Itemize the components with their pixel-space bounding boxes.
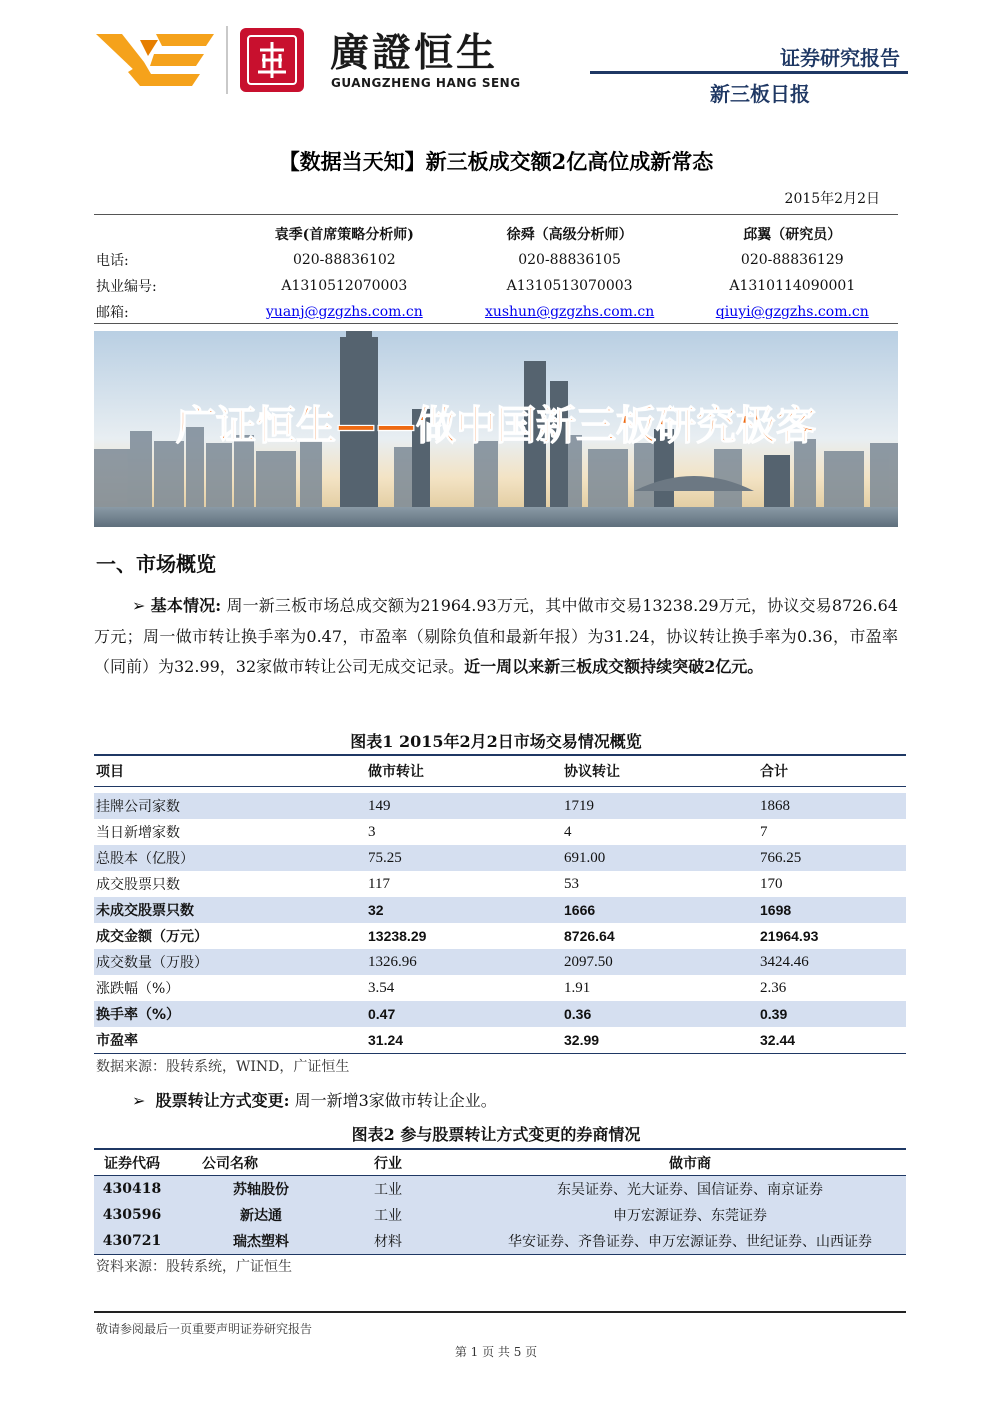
table-header: 项目 xyxy=(94,755,366,787)
table-header: 协议转让 xyxy=(562,755,758,787)
table-row: 成交金额（万元） 13238.29 8726.64 21964.93 xyxy=(96,928,819,945)
analyst-table xyxy=(94,221,898,325)
report-date: 2015年2月2日 xyxy=(784,191,880,207)
analyst-name: 徐舜（高级分析师） xyxy=(506,227,633,243)
table-row: 当日新增家数 3 4 7 xyxy=(96,823,768,841)
table-row: 成交数量（万股） 1326.96 2097.50 3424.46 xyxy=(94,949,906,975)
header-rule xyxy=(590,71,908,74)
table-row: 换手率（%） 0.47 0.36 0.39 xyxy=(94,1001,906,1027)
table-header: 证券代码 xyxy=(94,1149,170,1176)
market-maker-table xyxy=(94,1148,906,1255)
footer-rule xyxy=(94,1311,906,1313)
table-header: 公司名称 xyxy=(170,1149,352,1176)
analyst-name: 邱翼（研究员） xyxy=(743,227,842,243)
footer-disclaimer: 敬请参阅最后一页重要声明证券研究报告 xyxy=(96,1322,313,1336)
table2-caption: 图表2 参与股票转让方式变更的券商情况 xyxy=(351,1125,641,1144)
bullet-arrow-icon: ➢ xyxy=(132,596,146,615)
bullet-label: 股票转让方式变更: xyxy=(155,1091,290,1110)
analyst-name: 袁季(首席策略分析师) xyxy=(274,227,414,243)
table-header: 合计 xyxy=(758,755,906,787)
section-heading: 一、市场概览 xyxy=(96,552,216,576)
table-row: 挂牌公司家数 149 1719 1868 xyxy=(94,793,906,819)
brand-name-en: GUANGZHENG HANG SENG xyxy=(331,76,521,90)
summary-text: 周一新三板市场总成交额为21964.93万元，其中做市交易13238.29万元，协议交易8726.64万元；周一做市转让换手率为0.47，市盈率（剔除负值和最新年报）为31.24，协议转让换手率为0.36，市盈率（同前）为32.99，32家做市转让公司无成交记录。 xyxy=(94,596,898,676)
banner-slogan: 广证恒生——做中国新三板研究极客 xyxy=(176,403,816,449)
table-header: 行业 xyxy=(352,1149,474,1176)
report-title: 【数据当天知】新三板成交额2亿高位成新常态 xyxy=(278,149,714,174)
table-row: 430596 新达通 工业 申万宏源证券、东莞证券 xyxy=(94,1202,906,1228)
table1-source: 数据来源：股转系统，WIND，广证恒生 xyxy=(96,1059,350,1075)
market-overview-table xyxy=(94,754,906,1054)
city-skyline-banner xyxy=(94,331,898,527)
phone-label: 电话: xyxy=(96,253,129,269)
analyst-email-link[interactable]: qiuyi@gzgzhs.com.cn xyxy=(715,304,869,320)
table-header: 做市商 xyxy=(474,1149,906,1176)
summary-label: 基本情况: xyxy=(150,596,222,615)
analyst-license: A1310513070003 xyxy=(506,278,633,294)
table-row: 未成交股票只数 32 1666 1698 xyxy=(94,897,906,923)
seal-logo-icon xyxy=(238,26,306,94)
company-logo-icon xyxy=(96,26,216,94)
bullet-text: 周一新增3家做市转让企业。 xyxy=(294,1091,497,1110)
analyst-phone: 020-88836102 xyxy=(292,252,396,268)
table-row: 市盈率 31.24 32.99 32.44 xyxy=(94,1027,906,1054)
report-type: 证券研究报告 xyxy=(780,46,900,70)
report-subtype: 新三板日报 xyxy=(710,82,810,106)
analyst-email-link[interactable]: yuanj@gzgzhs.com.cn xyxy=(265,304,423,320)
table2-source: 资料来源：股转系统，广证恒生 xyxy=(96,1259,292,1275)
table-row: 430418 苏轴股份 工业 东吴证券、光大证券、国信证券、南京证券 xyxy=(94,1176,906,1203)
table-header: 做市转让 xyxy=(366,755,562,787)
table-row: 总股本（亿股） 75.25 691.00 766.25 xyxy=(94,845,906,871)
table-row: 430721 瑞杰塑料 材料 华安证券、齐鲁证券、申万宏源证券、世纪证券、山西证券 xyxy=(94,1228,906,1255)
analyst-license: A1310114090001 xyxy=(729,278,856,294)
analyst-phone: 020-88836105 xyxy=(518,252,621,268)
logo-divider xyxy=(226,26,228,94)
analyst-phone: 020-88836129 xyxy=(740,252,844,268)
transfer-change-bullet xyxy=(132,1088,497,1111)
analyst-rule xyxy=(94,323,898,324)
analyst-email-link[interactable]: xushun@gzgzhs.com.cn xyxy=(484,304,655,320)
email-label: 邮箱: xyxy=(96,305,129,321)
page-number: 第 1 页 共 5 页 xyxy=(454,1345,538,1359)
brand-name-cn: 廣證恒生 xyxy=(330,31,499,76)
bullet-arrow-icon: ➢ xyxy=(132,1091,146,1110)
table1-caption: 图表1 2015年2月2日市场交易情况概览 xyxy=(350,732,642,751)
table-row: 成交股票只数 117 53 170 xyxy=(96,875,783,893)
title-rule xyxy=(94,214,898,215)
analyst-license: A1310512070003 xyxy=(281,278,408,294)
market-summary-paragraph xyxy=(94,591,898,683)
summary-highlight: 近一周以来新三板成交额持续突破2亿元。 xyxy=(464,657,764,676)
license-label: 执业编号: xyxy=(96,279,157,295)
table-row: 涨跌幅（%） 3.54 1.91 2.36 xyxy=(96,979,787,997)
